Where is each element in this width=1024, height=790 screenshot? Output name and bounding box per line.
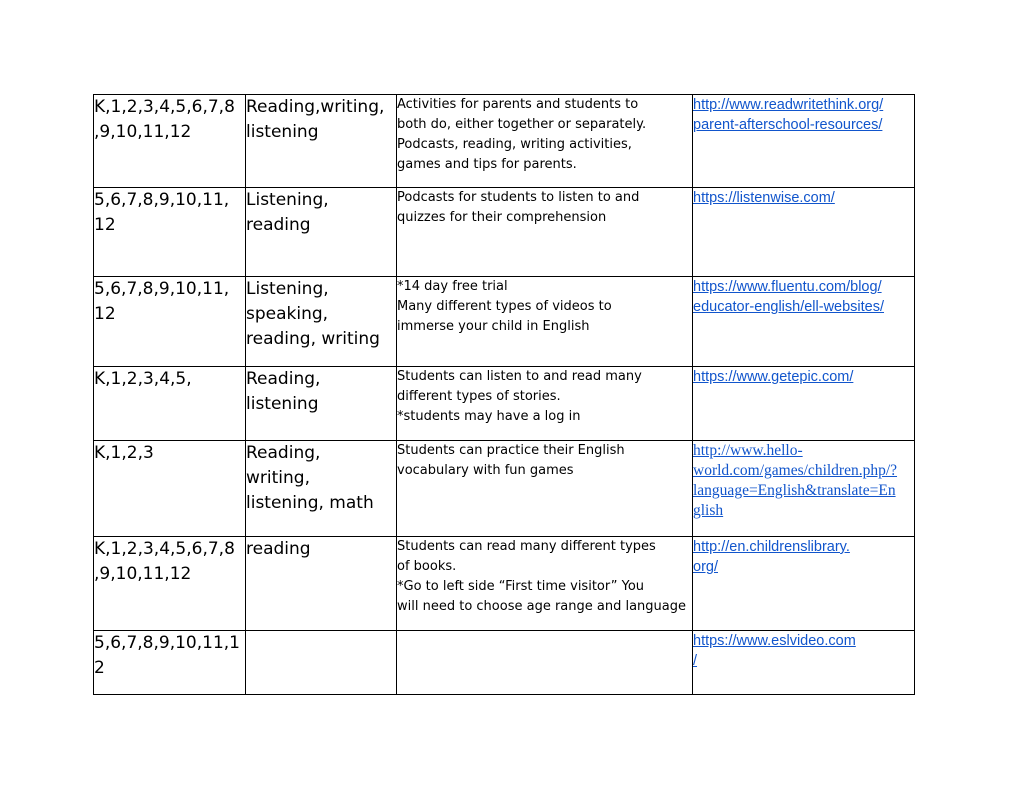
grades-cell: K,1,2,3,4,5,: [94, 367, 246, 441]
website-link[interactable]: https://listenwise.com/: [693, 188, 915, 277]
skills-cell: Listening, speaking, reading, writing: [246, 277, 397, 367]
table-row: [94, 367, 915, 441]
skills-cell: reading: [246, 537, 397, 631]
grades-cell: 5,6,7,8,9,10,11,1 2: [94, 631, 246, 695]
description-cell: *14 day free trial Many different types of videos to immerse your child in English: [397, 277, 693, 367]
website-link[interactable]: https://www.getepic.com/: [693, 367, 915, 441]
website-link[interactable]: http://www.readwritethink.org/ parent-afterschool-resources/: [693, 95, 915, 188]
table-row: [94, 188, 915, 277]
website-link[interactable]: http://en.childrenslibrary. org/: [693, 537, 915, 631]
description-cell: Students can listen to and read many different types of stories. *students may have a log in: [397, 367, 693, 441]
description-cell: Podcasts for students to listen to and quizzes for their comprehension: [397, 188, 693, 277]
table-row: [94, 537, 915, 631]
grades-cell: K,1,2,3,4,5,6,7,8 ,9,10,11,12: [94, 95, 246, 188]
table-row: [94, 441, 915, 537]
skills-cell: [246, 631, 397, 695]
website-link[interactable]: https://www.eslvideo.com /: [693, 631, 915, 695]
table-row: [94, 277, 915, 367]
grades-cell: 5,6,7,8,9,10,11, 12: [94, 277, 246, 367]
grades-cell: 5,6,7,8,9,10,11, 12: [94, 188, 246, 277]
description-cell: Activities for parents and students to both do, either together or separately. Podcasts, reading, writing activities, games and tips for parents.: [397, 95, 693, 188]
website-link[interactable]: http://www.hello- world.com/games/children.php/? language=English&translate=En glish: [693, 441, 915, 537]
resources-table: [93, 94, 915, 695]
description-cell: [397, 631, 693, 695]
grades-cell: K,1,2,3: [94, 441, 246, 537]
description-cell: Students can read many different types of books. *Go to left side “First time visitor” You will need to choose age range and language: [397, 537, 693, 631]
website-link[interactable]: https://www.fluentu.com/blog/ educator-english/ell-websites/: [693, 277, 915, 367]
skills-cell: Listening, reading: [246, 188, 397, 277]
skills-cell: Reading, listening: [246, 367, 397, 441]
table-row: [94, 631, 915, 695]
description-cell: Students can practice their English vocabulary with fun games: [397, 441, 693, 537]
grades-cell: K,1,2,3,4,5,6,7,8 ,9,10,11,12: [94, 537, 246, 631]
table-row: [94, 95, 915, 188]
skills-cell: Reading,writing, listening: [246, 95, 397, 188]
skills-cell: Reading, writing, listening, math: [246, 441, 397, 537]
